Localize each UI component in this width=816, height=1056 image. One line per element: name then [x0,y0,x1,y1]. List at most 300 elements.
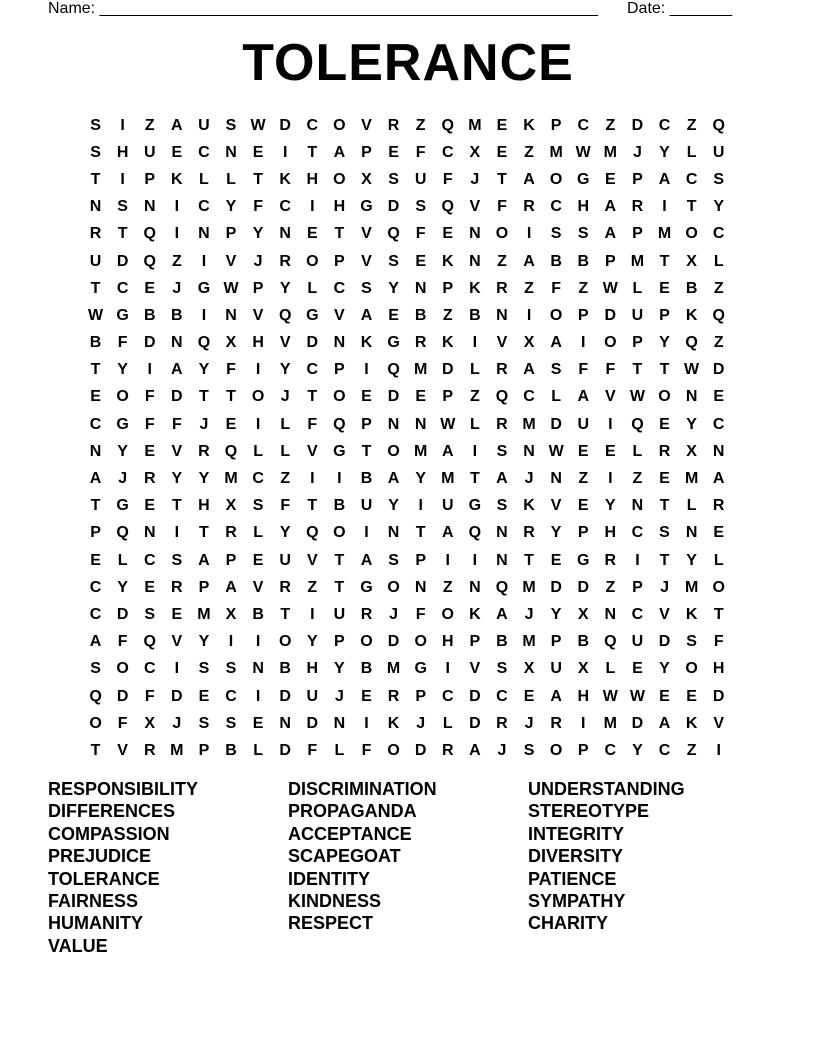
grid-letter[interactable]: H [306,170,319,188]
grid-letter[interactable]: E [388,306,399,324]
grid-letter[interactable]: R [658,442,671,460]
grid-letter[interactable]: G [577,551,590,569]
grid-letter[interactable]: F [226,361,236,379]
grid-letter[interactable]: C [89,415,102,433]
grid-letter[interactable]: F [415,143,426,161]
grid-letter[interactable]: N [143,524,156,542]
grid-letter[interactable]: D [712,687,725,705]
grid-letter[interactable]: V [361,116,372,134]
grid-letter[interactable]: G [360,198,373,216]
grid-letter[interactable]: R [360,605,373,623]
grid-letter[interactable]: A [577,388,590,406]
grid-letter[interactable]: T [226,388,236,406]
grid-letter[interactable]: E [171,143,183,161]
grid-letter[interactable]: I [472,442,478,460]
grid-letter[interactable]: E [713,524,725,542]
grid-letter[interactable]: N [550,470,562,488]
grid-letter[interactable]: N [279,714,291,732]
grid-letter[interactable]: F [280,497,291,515]
grid-letter[interactable]: B [550,252,562,270]
grid-letter[interactable]: E [252,551,264,569]
grid-letter[interactable]: Z [686,741,697,759]
grid-letter[interactable]: I [310,605,315,623]
grid-letter[interactable]: S [523,741,535,759]
grid-letter[interactable]: G [116,497,129,515]
grid-letter[interactable]: L [226,170,236,188]
grid-letter[interactable]: P [334,633,345,651]
grid-letter[interactable]: M [684,470,699,488]
grid-letter[interactable]: R [523,524,535,542]
grid-letter[interactable]: A [523,361,535,379]
grid-letter[interactable]: B [333,497,346,515]
grid-letter[interactable]: F [497,198,507,216]
grid-letter[interactable]: R [712,497,725,515]
grid-letter[interactable]: D [171,687,183,705]
grid-letter[interactable]: X [144,714,156,732]
grid-letter[interactable]: Z [442,306,453,324]
grid-letter[interactable]: I [581,334,586,352]
grid-letter[interactable]: T [334,225,345,243]
grid-letter[interactable]: J [253,252,263,270]
grid-letter[interactable]: Q [441,198,454,216]
grid-letter[interactable]: Y [659,660,670,678]
grid-letter[interactable]: Y [279,524,291,542]
grid-letter[interactable]: K [441,252,454,270]
grid-letter[interactable]: S [496,660,508,678]
grid-letter[interactable]: X [523,660,535,678]
grid-letter[interactable]: E [659,687,670,705]
grid-letter[interactable]: I [282,143,288,161]
grid-letter[interactable]: Q [143,252,156,270]
grid-letter[interactable]: Y [388,279,399,297]
grid-letter[interactable]: D [171,388,183,406]
grid-letter[interactable]: E [415,252,426,270]
grid-letter[interactable]: S [415,198,426,216]
grid-letter[interactable]: M [603,714,617,732]
grid-letter[interactable]: X [225,334,237,352]
grid-letter[interactable]: O [549,741,563,759]
grid-letter[interactable]: I [120,116,125,134]
grid-letter[interactable]: H [604,524,617,542]
grid-letter[interactable]: T [469,470,480,488]
grid-letter[interactable]: R [631,198,644,216]
grid-letter[interactable]: U [279,551,291,569]
grid-letter[interactable]: G [197,279,211,297]
grid-letter[interactable]: K [469,279,481,297]
grid-letter[interactable]: I [174,225,180,243]
grid-letter[interactable]: N [171,334,183,352]
name-field[interactable]: Name: ________________________________________________________ [48,0,598,17]
grid-letter[interactable]: H [577,687,590,705]
grid-letter[interactable]: E [144,497,156,515]
grid-letter[interactable]: X [686,252,697,270]
grid-letter[interactable]: T [659,252,670,270]
grid-letter[interactable]: X [523,334,535,352]
grid-letter[interactable]: B [143,306,156,324]
grid-letter[interactable]: V [252,578,264,596]
grid-letter[interactable]: R [279,252,291,270]
grid-letter[interactable]: D [469,714,481,732]
grid-letter[interactable]: L [280,415,291,433]
grid-letter[interactable]: C [604,741,617,759]
grid-letter[interactable]: N [604,605,617,623]
grid-letter[interactable]: P [225,551,237,569]
grid-letter[interactable]: A [171,361,183,379]
grid-letter[interactable]: X [225,497,237,515]
grid-letter[interactable]: E [713,388,725,406]
grid-letter[interactable]: V [306,551,318,569]
grid-letter[interactable]: U [143,143,156,161]
grid-letter[interactable]: R [496,415,508,433]
grid-letter[interactable]: A [604,198,617,216]
grid-letter[interactable]: Q [468,524,482,542]
grid-letter[interactable]: U [198,116,210,134]
grid-letter[interactable]: Q [143,225,156,243]
grid-letter[interactable]: Y [252,225,264,243]
grid-letter[interactable]: F [442,170,453,188]
grid-letter[interactable]: N [143,198,156,216]
grid-letter[interactable]: U [333,605,346,623]
grid-letter[interactable]: K [685,306,698,324]
grid-letter[interactable]: M [522,633,536,651]
grid-letter[interactable]: R [604,551,617,569]
grid-letter[interactable]: Y [415,470,426,488]
grid-letter[interactable]: Y [334,660,345,678]
grid-letter[interactable]: Z [524,279,534,297]
grid-letter[interactable]: T [117,225,128,243]
grid-letter[interactable]: I [364,714,369,732]
grid-letter[interactable]: Q [224,442,238,460]
grid-letter[interactable]: E [632,660,643,678]
grid-letter[interactable]: S [90,116,101,134]
grid-letter[interactable]: D [279,116,291,134]
grid-letter[interactable]: V [306,442,318,460]
grid-letter[interactable]: I [201,252,207,270]
grid-letter[interactable]: A [469,741,481,759]
grid-letter[interactable]: E [252,714,264,732]
grid-letter[interactable]: F [307,741,318,759]
grid-letter[interactable]: S [198,714,210,732]
grid-letter[interactable]: T [524,551,534,569]
grid-letter[interactable]: F [361,741,372,759]
grid-letter[interactable]: N [469,225,481,243]
grid-letter[interactable]: P [334,361,345,379]
grid-letter[interactable]: X [225,605,237,623]
grid-letter[interactable]: V [171,442,183,460]
grid-letter[interactable]: I [662,198,667,216]
grid-letter[interactable]: C [631,605,644,623]
grid-letter[interactable]: O [278,633,292,651]
grid-letter[interactable]: F [171,415,182,433]
grid-letter[interactable]: L [442,714,453,732]
grid-letter[interactable]: J [416,714,426,732]
grid-letter[interactable]: P [361,143,372,161]
grid-letter[interactable]: J [524,605,534,623]
grid-letter[interactable]: E [225,415,237,433]
grid-letter[interactable]: J [118,470,128,488]
grid-letter[interactable]: N [469,578,481,596]
grid-letter[interactable]: C [631,524,644,542]
grid-letter[interactable]: N [333,714,346,732]
grid-letter[interactable]: L [686,497,697,515]
grid-letter[interactable]: V [117,741,128,759]
grid-letter[interactable]: C [198,198,210,216]
grid-letter[interactable]: K [523,497,535,515]
grid-letter[interactable]: O [441,605,454,623]
grid-letter[interactable]: P [469,633,481,651]
grid-letter[interactable]: O [387,442,400,460]
grid-letter[interactable]: Z [280,470,291,488]
grid-letter[interactable]: Y [632,741,643,759]
grid-letter[interactable]: M [197,605,211,623]
grid-letter[interactable]: P [577,524,589,542]
grid-letter[interactable]: B [360,470,373,488]
grid-letter[interactable]: Z [144,116,155,134]
grid-letter[interactable]: Z [307,578,318,596]
grid-letter[interactable]: N [387,524,400,542]
grid-letter[interactable]: C [89,578,102,596]
grid-letter[interactable]: N [279,225,291,243]
grid-letter[interactable]: B [685,279,698,297]
grid-letter[interactable]: Q [387,225,400,243]
grid-letter[interactable]: Y [659,334,670,352]
grid-letter[interactable]: Y [198,361,210,379]
grid-letter[interactable]: T [415,524,426,542]
grid-letter[interactable]: T [659,497,670,515]
grid-letter[interactable]: R [143,470,156,488]
grid-letter[interactable]: X [577,660,589,678]
grid-letter[interactable]: U [631,306,644,324]
grid-letter[interactable]: H [441,633,454,651]
grid-letter[interactable]: S [686,633,697,651]
grid-letter[interactable]: J [632,143,642,161]
grid-letter[interactable]: Q [712,306,725,324]
grid-letter[interactable]: I [174,660,180,678]
grid-letter[interactable]: F [551,279,562,297]
grid-letter[interactable]: I [445,551,450,569]
grid-letter[interactable]: H [116,143,129,161]
grid-letter[interactable]: H [198,497,210,515]
grid-letter[interactable]: W [548,442,564,460]
grid-letter[interactable]: A [360,306,373,324]
grid-letter[interactable]: P [577,741,589,759]
grid-letter[interactable]: I [364,524,369,542]
grid-letter[interactable]: F [605,361,616,379]
grid-letter[interactable]: V [469,660,481,678]
grid-letter[interactable]: S [388,551,399,569]
grid-letter[interactable]: K [441,334,454,352]
grid-letter[interactable]: N [225,306,237,324]
grid-letter[interactable]: E [550,551,562,569]
grid-letter[interactable]: M [657,225,672,243]
grid-letter[interactable]: T [497,170,507,188]
grid-letter[interactable]: I [174,198,180,216]
grid-letter[interactable]: E [171,605,183,623]
grid-letter[interactable]: Q [306,524,319,542]
grid-letter[interactable]: Y [117,361,128,379]
grid-letter[interactable]: B [577,633,590,651]
grid-letter[interactable]: V [171,633,183,651]
grid-letter[interactable]: Y [198,470,210,488]
grid-letter[interactable]: C [333,279,346,297]
grid-letter[interactable]: S [550,225,562,243]
grid-letter[interactable]: M [549,143,563,161]
grid-letter[interactable]: Q [495,578,509,596]
grid-letter[interactable]: E [198,687,210,705]
grid-letter[interactable]: A [387,470,400,488]
grid-letter[interactable]: J [199,415,209,433]
grid-letter[interactable]: Q [712,116,725,134]
grid-letter[interactable]: G [414,660,427,678]
grid-letter[interactable]: U [550,660,562,678]
grid-letter[interactable]: P [632,578,643,596]
grid-letter[interactable]: T [90,497,101,515]
grid-letter[interactable]: X [469,143,481,161]
grid-letter[interactable]: Y [686,551,697,569]
grid-letter[interactable]: V [713,714,725,732]
grid-letter[interactable]: L [632,279,643,297]
grid-letter[interactable]: Y [604,497,616,515]
grid-letter[interactable]: C [550,198,562,216]
grid-letter[interactable]: V [604,388,616,406]
grid-letter[interactable]: Z [578,279,589,297]
grid-letter[interactable]: R [496,714,508,732]
grid-letter[interactable]: S [225,116,237,134]
grid-letter[interactable]: E [306,225,318,243]
grid-letter[interactable]: O [387,741,400,759]
grid-letter[interactable]: V [279,334,291,352]
grid-letter[interactable]: N [631,497,644,515]
grid-letter[interactable]: F [144,388,155,406]
grid-letter[interactable]: L [469,415,480,433]
grid-letter[interactable]: V [469,198,481,216]
grid-letter[interactable]: A [333,143,346,161]
grid-letter[interactable]: E [90,388,101,406]
grid-letter[interactable]: T [280,605,291,623]
grid-letter[interactable]: T [199,388,209,406]
grid-letter[interactable]: E [144,442,156,460]
grid-letter[interactable]: U [631,633,644,651]
grid-letter[interactable]: S [550,361,562,379]
grid-letter[interactable]: O [251,388,265,406]
grid-letter[interactable]: T [632,361,643,379]
grid-letter[interactable]: I [120,170,125,188]
grid-letter[interactable]: Y [550,605,562,623]
grid-letter[interactable]: I [608,470,613,488]
grid-letter[interactable]: P [550,633,562,651]
grid-letter[interactable]: S [90,660,101,678]
grid-letter[interactable]: O [549,170,563,188]
grid-letter[interactable]: Q [387,361,400,379]
grid-letter[interactable]: I [255,633,261,651]
grid-letter[interactable]: I [255,415,261,433]
grid-letter[interactable]: I [364,361,369,379]
grid-letter[interactable]: K [523,116,535,134]
grid-letter[interactable]: Y [117,442,128,460]
grid-letter[interactable]: P [334,252,345,270]
grid-letter[interactable]: R [550,714,562,732]
grid-letter[interactable]: B [171,306,183,324]
grid-letter[interactable]: I [716,741,721,759]
grid-letter[interactable]: M [414,361,428,379]
grid-letter[interactable]: R [387,116,400,134]
grid-letter[interactable]: T [334,578,345,596]
grid-letter[interactable]: C [496,687,508,705]
grid-letter[interactable]: F [415,605,426,623]
grid-letter[interactable]: T [334,551,345,569]
grid-letter[interactable]: D [279,741,291,759]
grid-letter[interactable]: S [225,660,237,678]
grid-letter[interactable]: D [604,306,617,324]
grid-letter[interactable]: V [496,334,508,352]
grid-letter[interactable]: Q [604,633,617,651]
grid-letter[interactable]: L [469,361,480,379]
grid-letter[interactable]: W [223,279,239,297]
grid-letter[interactable]: C [441,687,454,705]
grid-letter[interactable]: E [442,225,454,243]
grid-letter[interactable]: C [577,116,590,134]
grid-letter[interactable]: G [116,415,129,433]
grid-letter[interactable]: C [658,741,671,759]
grid-letter[interactable]: U [712,143,725,161]
grid-letter[interactable]: R [496,279,508,297]
grid-letter[interactable]: N [685,524,698,542]
grid-letter[interactable]: S [496,497,508,515]
grid-letter[interactable]: B [496,633,508,651]
grid-letter[interactable]: Q [278,306,292,324]
grid-letter[interactable]: U [89,252,102,270]
grid-letter[interactable]: S [496,442,508,460]
grid-letter[interactable]: J [524,470,534,488]
grid-letter[interactable]: Y [171,470,183,488]
grid-letter[interactable]: Z [578,470,589,488]
grid-letter[interactable]: M [684,578,699,596]
grid-letter[interactable]: D [116,605,129,623]
grid-letter[interactable]: V [659,605,670,623]
grid-letter[interactable]: R [198,442,210,460]
grid-letter[interactable]: Y [279,279,291,297]
grid-letter[interactable]: U [414,170,427,188]
grid-letter[interactable]: K [387,714,400,732]
grid-letter[interactable]: T [199,524,209,542]
grid-letter[interactable]: O [333,170,346,188]
grid-letter[interactable]: J [389,605,399,623]
grid-letter[interactable]: R [496,361,508,379]
grid-letter[interactable]: D [387,633,400,651]
grid-letter[interactable]: I [418,497,423,515]
grid-letter[interactable]: J [524,714,534,732]
grid-letter[interactable]: T [659,361,670,379]
grid-letter[interactable]: H [333,198,346,216]
grid-letter[interactable]: C [252,470,264,488]
grid-letter[interactable]: V [361,252,372,270]
grid-letter[interactable]: T [90,170,101,188]
grid-letter[interactable]: A [441,524,454,542]
grid-letter[interactable]: Q [333,415,346,433]
grid-letter[interactable]: D [387,198,400,216]
grid-letter[interactable]: C [441,143,454,161]
grid-letter[interactable]: P [577,306,589,324]
grid-letter[interactable]: N [685,388,698,406]
grid-letter[interactable]: T [90,741,101,759]
grid-letter[interactable]: G [468,497,482,515]
grid-letter[interactable]: Q [116,524,129,542]
grid-letter[interactable]: I [310,198,315,216]
grid-letter[interactable]: L [551,388,562,406]
grid-letter[interactable]: F [415,225,426,243]
grid-letter[interactable]: R [414,334,427,352]
grid-letter[interactable]: E [361,388,372,406]
